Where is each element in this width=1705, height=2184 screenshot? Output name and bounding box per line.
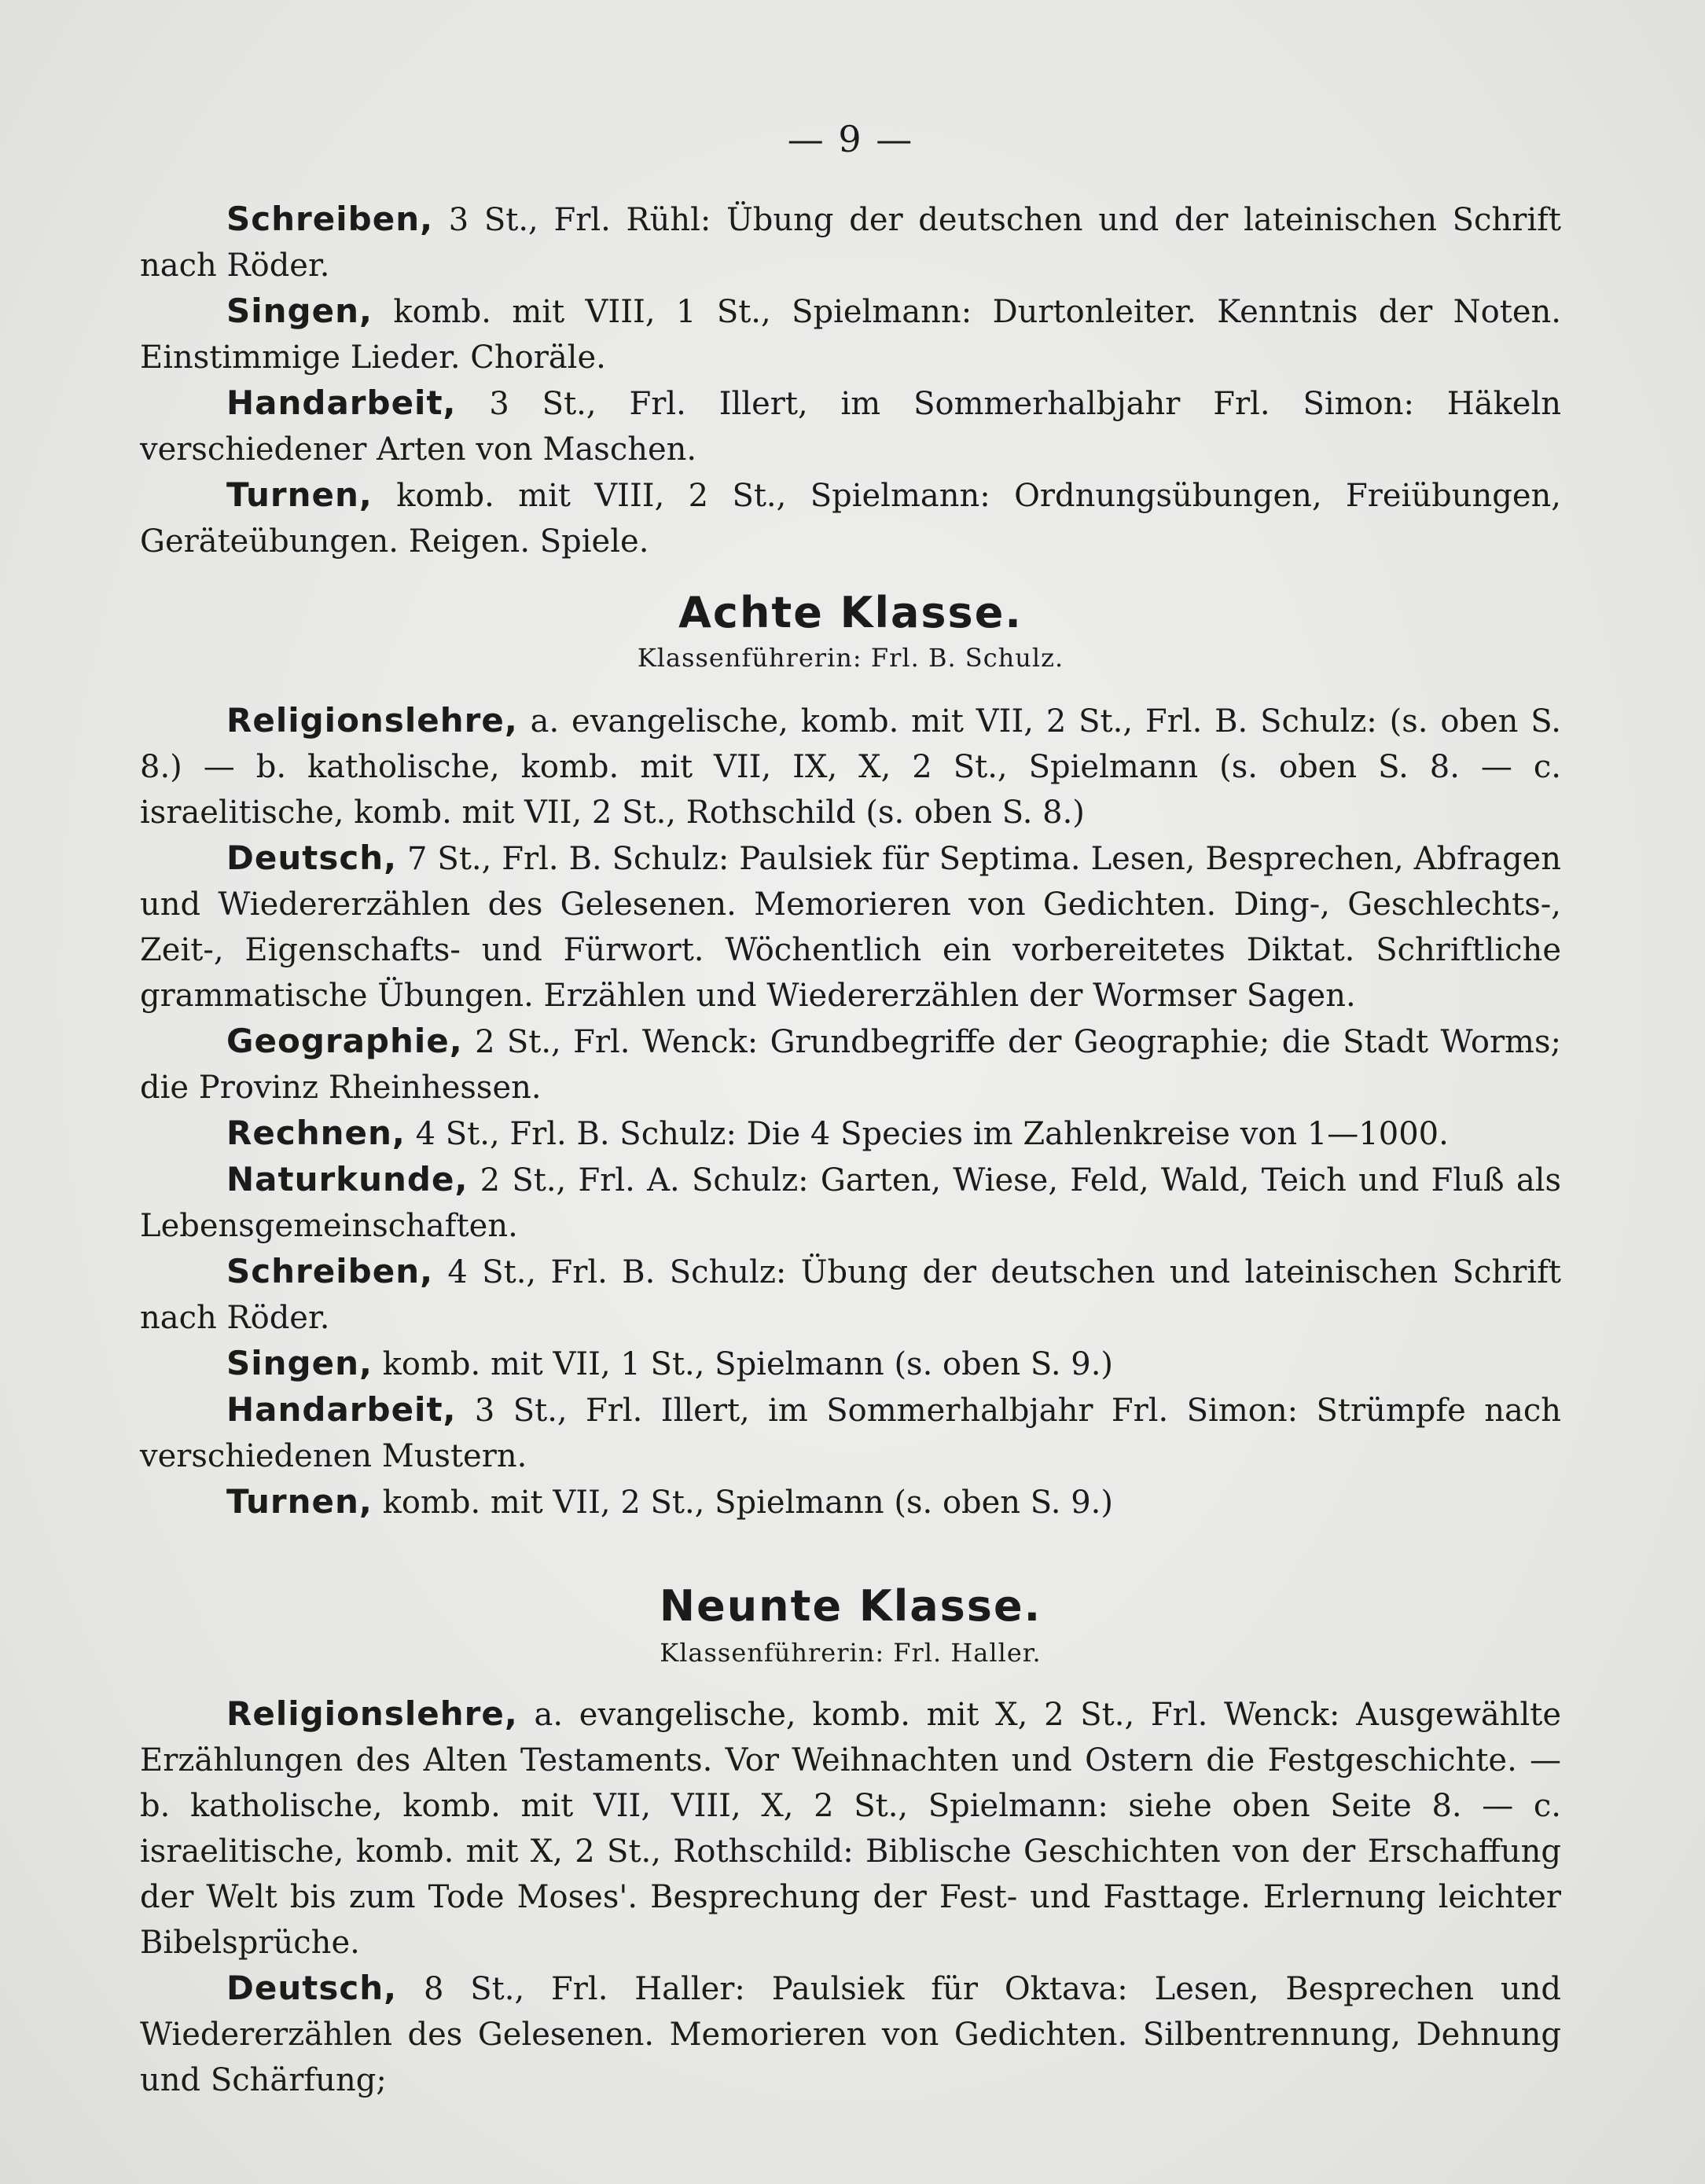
subject-heading: Rechnen, <box>226 1114 406 1152</box>
subject-heading: Deutsch, <box>226 839 398 877</box>
achte-klasse-section <box>140 698 1561 1525</box>
entry-text: 4 St., Frl. B. Schulz: Übung der deutschen und lateinischen Schrift nach Röder. <box>140 1254 1561 1336</box>
entry-text: 4 St., Frl. B. Schulz: Die 4 Species im Zahlenkreise von 1—1000. <box>405 1116 1449 1152</box>
entry-text: 8 St., Frl. Haller: Paulsiek für Oktava: Lesen, Besprechen und Wiedererzählen des Gelesenen. Memorieren von Gedichten. Silbentrennung, Dehnung und Schärfung; <box>140 1971 1561 2098</box>
entry-text: 7 St., Frl. B. Schulz: Paulsiek für Septima. Lesen, Besprechen, Abfragen und Wiedererzählen des Gelesenen. Memorieren von Gedichten. Ding-, Geschlechts-, Zeit-, Eigenschafts- und Fürwort. Wöchentlich ein vorbereitetes Diktat. Schriftliche grammatische Übungen. Erzählen und Wiedererzählen der Wormser Sagen. <box>140 841 1561 1014</box>
entry-text: 3 St., Frl. Illert, im Sommerhalbjahr Frl. Simon: Strümpfe nach verschiedenen Mustern. <box>140 1393 1561 1474</box>
entry-religionslehre <box>140 1691 1561 1966</box>
entry-deutsch <box>140 1966 1561 2103</box>
subject-heading: Naturkunde, <box>226 1160 469 1198</box>
subject-heading: Religionslehre, <box>226 701 518 740</box>
entry-turnen <box>140 472 1561 564</box>
section-title-neunte-klasse: Neunte Klasse. <box>659 1581 1042 1631</box>
subject-heading: Deutsch, <box>226 1969 398 2007</box>
entry-text: a. evangelische, komb. mit X, 2 St., Frl. Wenck: Ausgewählte Erzählungen des Alten Testaments. Vor Weihnachten und Ostern die Festgeschichte. — b. katholische, komb. mit VII, VIII, X, 2 St., Spielmann: siehe oben Seite 8. — c. israelitische, komb. mit X, 2 St., Rothschild: Biblische Geschichten von der Erschaffung der Welt bis zum Tode Moses'. Besprechung der Fest- und Fasttage. Erlernung leichter Bibelsprüche. <box>140 1697 1561 1961</box>
entry-handarbeit <box>140 380 1561 472</box>
previous-class-section <box>140 196 1561 564</box>
entry-text: 2 St., Frl. A. Schulz: Garten, Wiese, Feld, Wald, Teich und Fluß als Lebensgemeinschaften. <box>140 1162 1561 1244</box>
entry-text: a. evangelische, komb. mit VII, 2 St., Frl. B. Schulz: (s. oben S. 8.) — b. katholische, komb. mit VII, IX, X, 2 St., Spielmann (s. oben S. 8. — c. israelitische, komb. mit VII, 2 St., Rothschild (s. oben S. 8.) <box>140 703 1561 831</box>
entry-text: komb. mit VII, 1 St., Spielmann (s. oben S. 9.) <box>372 1346 1114 1382</box>
entry-text: 2 St., Frl. Wenck: Grundbegriffe der Geographie; die Stadt Worms; die Provinz Rheinhessen. <box>140 1024 1561 1106</box>
entry-schreiben <box>140 196 1561 288</box>
class-teacher-neunte: Klassenführerin: Frl. Haller. <box>660 1638 1042 1668</box>
subject-heading: Handarbeit, <box>226 1390 457 1429</box>
subject-heading: Singen, <box>226 1344 373 1382</box>
subject-heading: Handarbeit, <box>226 384 457 422</box>
subject-heading: Turnen, <box>226 1482 373 1521</box>
subject-heading: Geographie, <box>226 1022 463 1060</box>
entry-rechnen <box>140 1110 1561 1157</box>
subject-heading: Singen, <box>226 292 373 330</box>
entry-text: 3 St., Frl. Rühl: Übung der deutschen und der lateinischen Schrift nach Röder. <box>140 202 1561 284</box>
subject-heading: Schreiben, <box>226 200 434 238</box>
entry-schreiben <box>140 1249 1561 1341</box>
class-teacher-achte: Klassenführerin: Frl. B. Schulz. <box>637 643 1064 673</box>
entry-singen <box>140 1341 1561 1387</box>
entry-naturkunde <box>140 1157 1561 1249</box>
entry-deutsch <box>140 835 1561 1019</box>
subject-heading: Turnen, <box>226 475 373 514</box>
entry-religionslehre <box>140 698 1561 835</box>
entry-text: 3 St., Frl. Illert, im Sommerhalbjahr Frl. Simon: Häkeln verschiedener Arten von Maschen. <box>140 386 1561 468</box>
entry-handarbeit <box>140 1387 1561 1479</box>
page-number: — 9 — <box>787 118 914 160</box>
neunte-klasse-section <box>140 1691 1561 2103</box>
entry-singen <box>140 288 1561 380</box>
entry-text: komb. mit VII, 2 St., Spielmann (s. oben S. 9.) <box>372 1485 1113 1521</box>
entry-turnen <box>140 1479 1561 1525</box>
entry-text: komb. mit VIII, 1 St., Spielmann: Durtonleiter. Kenntnis der Noten. Einstimmige Lieder. Choräle. <box>140 294 1561 376</box>
subject-heading: Religionslehre, <box>226 1694 518 1733</box>
subject-heading: Schreiben, <box>226 1252 434 1290</box>
entry-geographie <box>140 1019 1561 1110</box>
section-title-achte-klasse: Achte Klasse. <box>678 588 1023 637</box>
entry-text: komb. mit VIII, 2 St., Spielmann: Ordnungsübungen, Freiübungen, Geräteübungen. Reigen. Spiele. <box>140 478 1561 560</box>
